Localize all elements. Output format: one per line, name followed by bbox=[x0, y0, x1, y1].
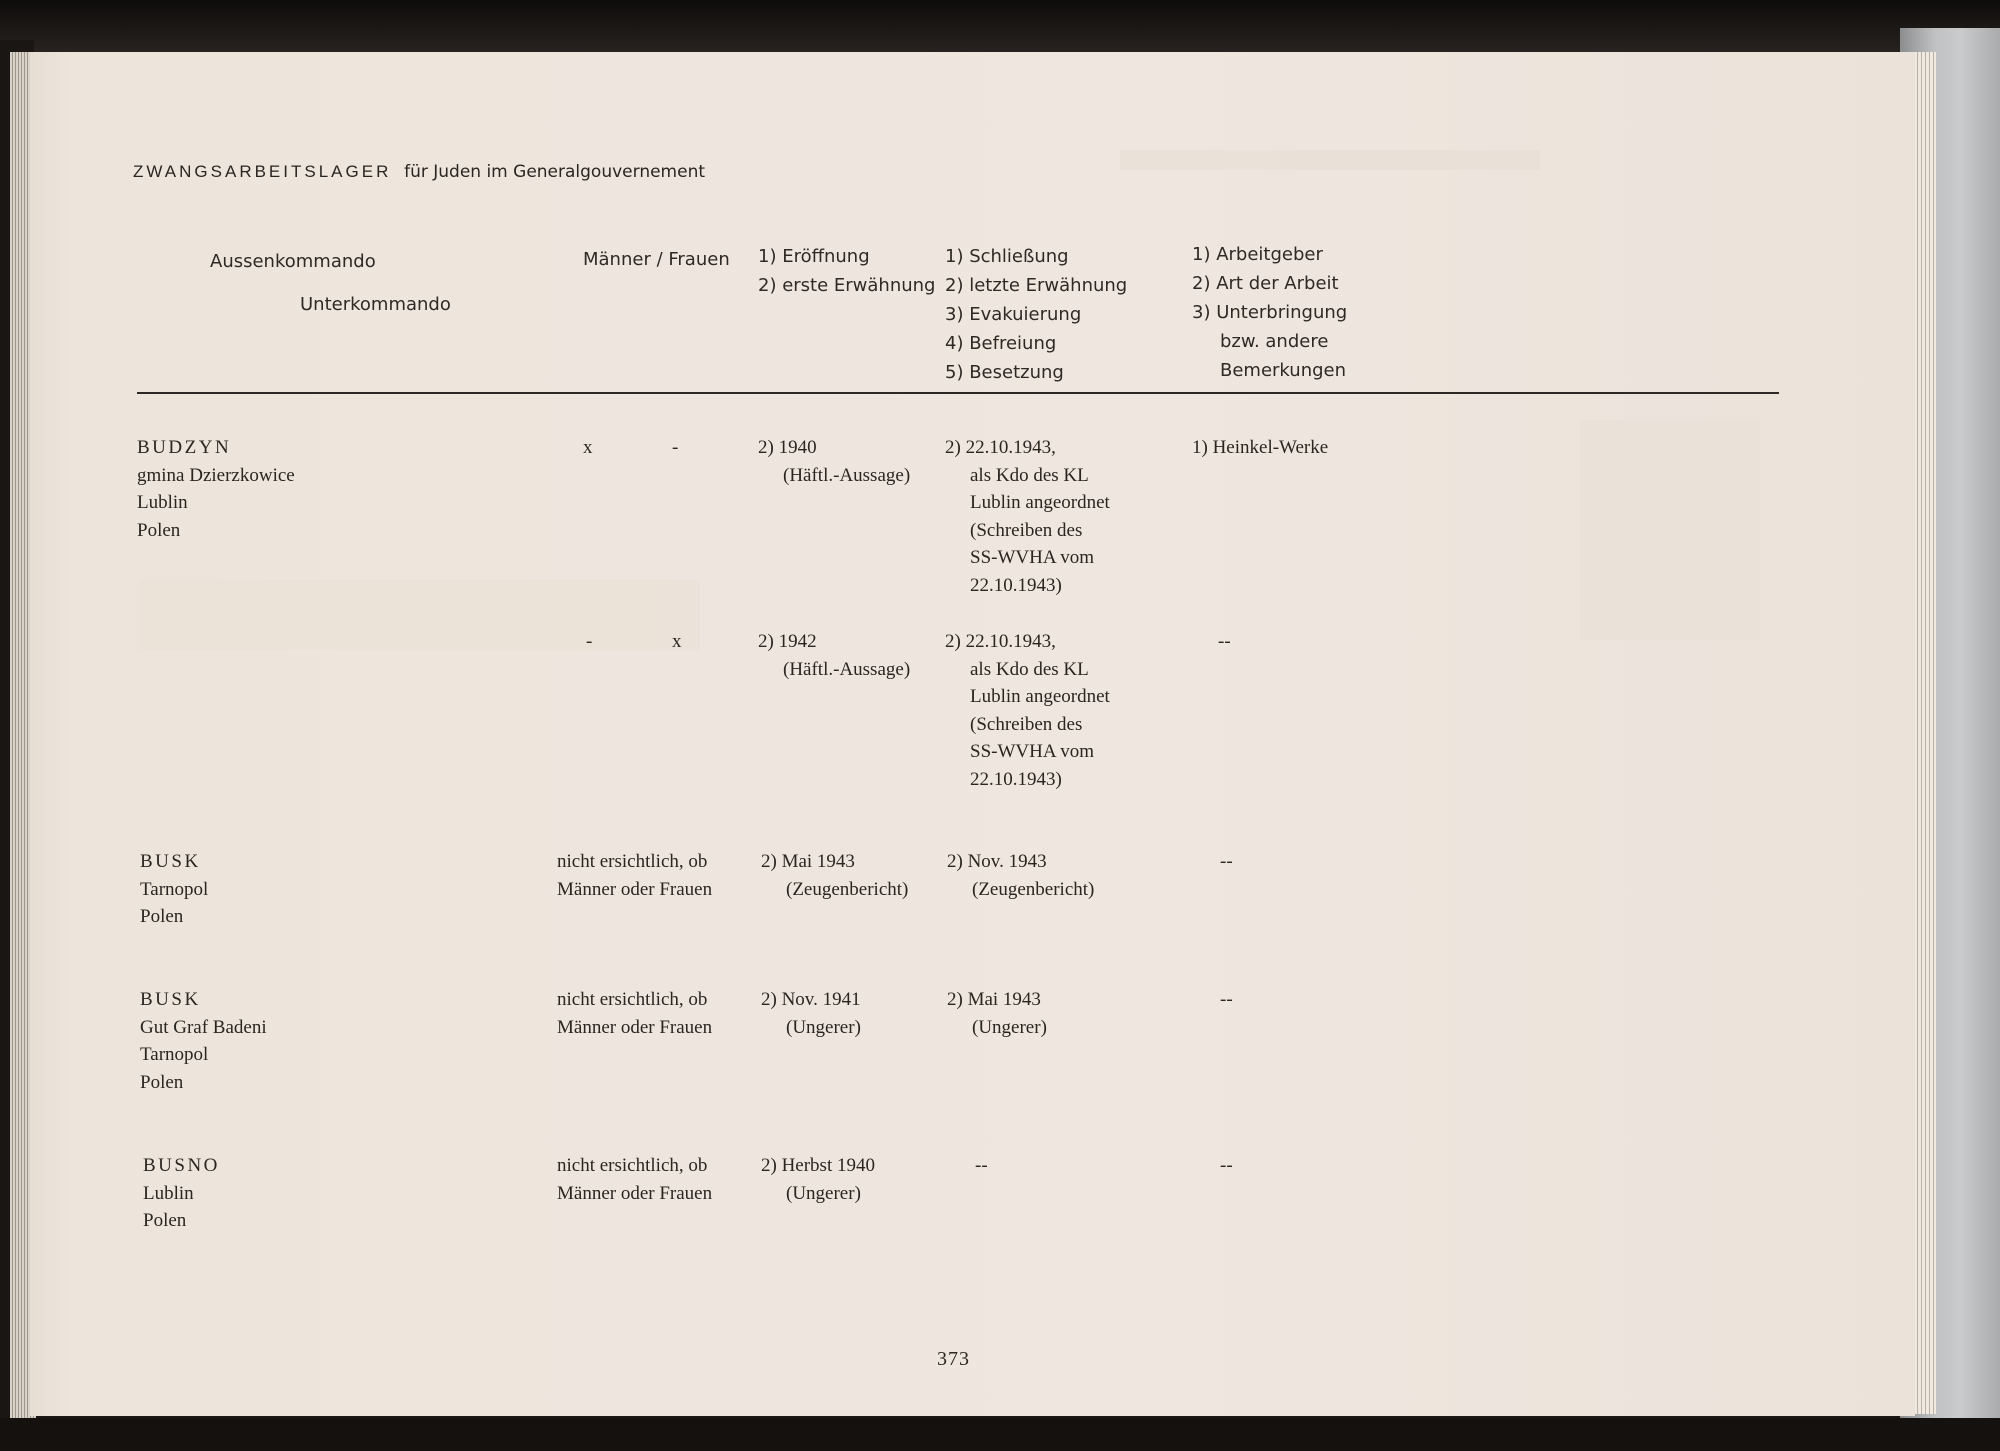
bleed-through-shade bbox=[1580, 420, 1760, 640]
title-caps: ZWANGSARBEITSLAGER bbox=[133, 162, 392, 181]
header-arbeitgeber bbox=[1192, 240, 1347, 385]
place-line: Lublin bbox=[143, 1182, 194, 1204]
entry-place bbox=[140, 986, 267, 1096]
header-line: 1) Schließung bbox=[945, 246, 1069, 267]
sex-line: nicht ersichtlich, ob bbox=[557, 851, 708, 872]
entry-women-mark: x bbox=[672, 631, 682, 652]
header-line: 4) Befreiung bbox=[945, 333, 1057, 354]
closing-line: Lublin angeordnet bbox=[970, 492, 1110, 513]
closing-line: (Schreiben des bbox=[970, 713, 1083, 735]
place-line: gmina Dzierzkowice bbox=[137, 464, 295, 486]
place-name: BUSK bbox=[140, 989, 201, 1010]
place-line: Polen bbox=[137, 519, 181, 541]
place-line: Polen bbox=[143, 1210, 187, 1231]
opening-line: 2) 1942 bbox=[758, 631, 817, 652]
header-line: 3) Unterbringung bbox=[1192, 302, 1348, 323]
entry-men-mark: x bbox=[583, 437, 593, 458]
header-line: 2) Art der Arbeit bbox=[1192, 273, 1339, 294]
opening-line: (Häftl.-Aussage) bbox=[783, 658, 911, 680]
closing-line: SS-WVHA vom bbox=[970, 741, 1095, 762]
closing-line: 2) 22.10.1943, bbox=[945, 437, 1056, 458]
closing-line: Lublin angeordnet bbox=[970, 686, 1110, 707]
opening-line: 2) 1940 bbox=[758, 437, 817, 458]
remarks-line: 1) Heinkel-Werke bbox=[1192, 437, 1329, 458]
sex-line: Männer oder Frauen bbox=[557, 1016, 713, 1038]
sex-line: nicht ersichtlich, ob bbox=[557, 1155, 708, 1176]
header-line: 1) Arbeitgeber bbox=[1192, 244, 1323, 265]
entry-sex bbox=[557, 1152, 712, 1207]
entry-remarks bbox=[1192, 434, 1328, 462]
opening-line: (Ungerer) bbox=[786, 1016, 861, 1038]
closing-line: 2) 22.10.1943, bbox=[945, 631, 1056, 652]
closing-line: 22.10.1943) bbox=[970, 768, 1062, 790]
header-line: 2) letzte Erwähnung bbox=[945, 275, 1128, 296]
header-maenner-frauen: Männer / Frauen bbox=[583, 249, 730, 270]
entry-closing bbox=[975, 1152, 988, 1180]
header-rule bbox=[137, 392, 1779, 394]
place-line: Polen bbox=[140, 1071, 184, 1093]
place-name: BUSK bbox=[140, 851, 201, 872]
entry-closing bbox=[945, 628, 1110, 793]
place-name: BUSNO bbox=[143, 1155, 220, 1176]
entry-place bbox=[143, 1152, 220, 1235]
closing-line: (Ungerer) bbox=[972, 1016, 1047, 1038]
header-line: bzw. andere bbox=[1220, 331, 1329, 352]
entry-women-mark: - bbox=[672, 437, 679, 458]
closing-line: als Kdo des KL bbox=[970, 658, 1089, 680]
page-number: 373 bbox=[937, 1348, 970, 1370]
header-eroeffnung bbox=[758, 242, 936, 300]
closing-line: (Schreiben des bbox=[970, 519, 1083, 541]
entry-place bbox=[137, 434, 295, 544]
sex-line: nicht ersichtlich, ob bbox=[557, 989, 708, 1010]
closing-line: (Zeugenbericht) bbox=[972, 878, 1095, 900]
entry-sex bbox=[557, 986, 712, 1041]
entry-opening bbox=[761, 848, 908, 903]
header-unterkommando: Unterkommando bbox=[300, 294, 451, 315]
remarks-line: -- bbox=[1220, 851, 1233, 872]
place-line: Tarnopol bbox=[140, 1044, 209, 1065]
sex-line: Männer oder Frauen bbox=[557, 1182, 713, 1204]
entry-remarks bbox=[1220, 1152, 1233, 1180]
opening-line: 2) Nov. 1941 bbox=[761, 989, 861, 1010]
remarks-line: -- bbox=[1220, 1155, 1233, 1176]
place-line: Polen bbox=[140, 906, 184, 927]
place-name: BUDZYN bbox=[137, 437, 232, 458]
remarks-line: -- bbox=[1218, 631, 1231, 652]
header-line: 2) erste Erwähnung bbox=[758, 275, 936, 296]
entry-men-mark: - bbox=[586, 631, 593, 652]
entry-closing bbox=[947, 848, 1094, 903]
bleed-through-shade bbox=[140, 580, 700, 650]
scanner-frame-top bbox=[0, 0, 2000, 58]
entry-opening bbox=[758, 434, 910, 489]
header-line: 3) Evakuierung bbox=[945, 304, 1082, 325]
header-line: Bemerkungen bbox=[1220, 360, 1347, 381]
header-line: 5) Besetzung bbox=[945, 362, 1064, 383]
opening-line: (Häftl.-Aussage) bbox=[783, 464, 911, 486]
entry-sex bbox=[557, 848, 712, 903]
closing-line: als Kdo des KL bbox=[970, 464, 1089, 486]
header-aussenkommando: Aussenkommando bbox=[210, 251, 376, 272]
entry-closing bbox=[945, 434, 1110, 599]
opening-line: (Zeugenbericht) bbox=[786, 878, 909, 900]
opening-line: 2) Mai 1943 bbox=[761, 851, 855, 872]
opening-line: 2) Herbst 1940 bbox=[761, 1155, 875, 1176]
entry-opening bbox=[761, 1152, 875, 1207]
entry-place bbox=[140, 848, 208, 931]
page-title bbox=[133, 162, 705, 182]
remarks-line: -- bbox=[1220, 989, 1233, 1010]
place-line: Gut Graf Badeni bbox=[140, 1016, 267, 1038]
title-subtitle: für Juden im Generalgouvernement bbox=[404, 162, 706, 182]
entry-remarks bbox=[1220, 986, 1233, 1014]
closing-line: SS-WVHA vom bbox=[970, 547, 1095, 568]
entry-opening bbox=[758, 628, 910, 683]
entry-remarks bbox=[1218, 628, 1231, 656]
scanner-frame-bottom bbox=[0, 1418, 2000, 1451]
header-line: 1) Eröffnung bbox=[758, 246, 870, 267]
opening-line: (Ungerer) bbox=[786, 1182, 861, 1204]
closing-line: 2) Nov. 1943 bbox=[947, 851, 1047, 872]
place-line: Tarnopol bbox=[140, 878, 209, 900]
entry-opening bbox=[761, 986, 861, 1041]
place-line: Lublin bbox=[137, 492, 188, 513]
header-schliessung bbox=[945, 242, 1127, 387]
entry-remarks bbox=[1220, 848, 1233, 876]
closing-line: -- bbox=[975, 1155, 988, 1176]
closing-line: 22.10.1943) bbox=[970, 574, 1062, 596]
closing-line: 2) Mai 1943 bbox=[947, 989, 1041, 1010]
sex-line: Männer oder Frauen bbox=[557, 878, 713, 900]
entry-closing bbox=[947, 986, 1047, 1041]
bleed-through-shade bbox=[1120, 150, 1540, 170]
